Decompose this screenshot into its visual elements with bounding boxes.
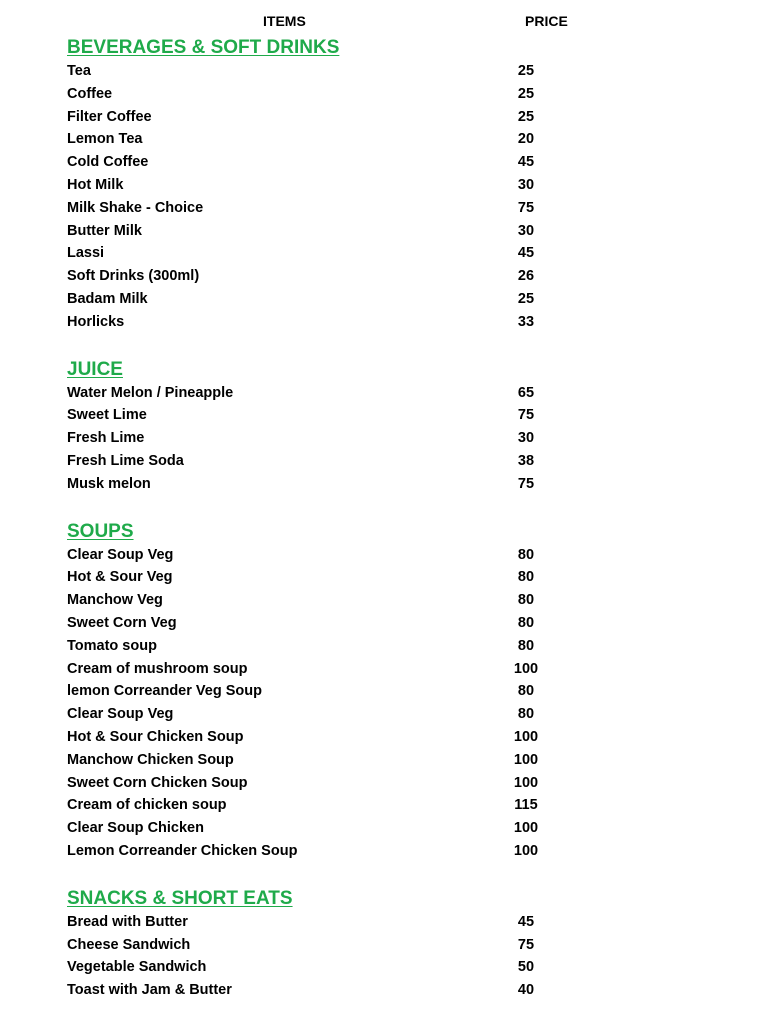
- menu-item-price: 100: [513, 774, 539, 791]
- menu-item-row: [67, 83, 707, 106]
- menu-item-name: Bread with Butter: [67, 913, 188, 930]
- menu-item-price: 80: [517, 683, 535, 700]
- menu-item-row: [67, 242, 707, 265]
- menu-item-price: 80: [517, 546, 535, 563]
- menu-item-row: [67, 197, 707, 220]
- menu-item-name: Lemon Tea: [67, 131, 143, 148]
- menu-item-price: 40: [517, 982, 535, 999]
- menu-item-name: Milk Shake - Choice: [67, 199, 204, 216]
- menu-item-row: [67, 726, 707, 749]
- menu-item-price: 75: [517, 475, 535, 492]
- menu-item-price: 100: [513, 820, 539, 837]
- menu-item-price: 30: [517, 430, 535, 447]
- menu-item-row: [67, 911, 707, 934]
- menu-item-name: Cold Coffee: [67, 154, 149, 171]
- menu-list: [67, 36, 707, 1026]
- menu-item-price: 25: [517, 85, 535, 102]
- menu-item-name: Sweet Lime: [67, 407, 147, 424]
- menu-item-name: Soft Drinks (300ml): [67, 268, 200, 285]
- menu-item-name: Filter Coffee: [67, 108, 152, 125]
- menu-item-row: [67, 220, 707, 243]
- menu-item-row: [67, 794, 707, 817]
- menu-item-price: 26: [517, 268, 535, 285]
- section-beverages-soft-drinks: [67, 36, 707, 334]
- menu-item-price: 100: [513, 751, 539, 768]
- menu-item-name: Butter Milk: [67, 222, 142, 239]
- items-column-header: ITEMS: [263, 13, 306, 29]
- menu-item-name: Tomato soup: [67, 637, 157, 654]
- menu-item-price: 75: [517, 407, 535, 424]
- menu-item-price: 25: [517, 63, 535, 79]
- menu-item-name: Clear Soup Veg: [67, 546, 174, 563]
- section-title: SOUPS: [67, 520, 134, 542]
- menu-item-row: [67, 749, 707, 772]
- menu-item-name: Tea: [67, 63, 91, 79]
- menu-item-price: 33: [517, 313, 535, 330]
- menu-item-name: Lemon Correander Chicken Soup: [67, 842, 298, 859]
- menu-item-row: [67, 772, 707, 795]
- menu-item-price: 100: [513, 660, 539, 677]
- menu-item-price: 45: [517, 913, 535, 930]
- menu-item-row: [67, 174, 707, 197]
- menu-item-row: [67, 589, 707, 612]
- column-header-row: [0, 13, 768, 31]
- menu-item-price: 25: [517, 290, 535, 307]
- menu-item-price: 30: [517, 176, 535, 193]
- section-title: SNACKS & SHORT EATS: [67, 887, 293, 909]
- menu-item-row: [67, 566, 707, 589]
- menu-item-price: 45: [517, 245, 535, 262]
- menu-item-name: Horlicks: [67, 313, 125, 330]
- section-title: BEVERAGES & SOFT DRINKS: [67, 37, 340, 58]
- menu-item-price: 80: [517, 569, 535, 586]
- menu-item-name: Musk melon: [67, 475, 151, 492]
- menu-item-row: [67, 658, 707, 681]
- menu-item-row: [67, 265, 707, 288]
- section-juice: [67, 358, 707, 496]
- menu-item-row: [67, 106, 707, 129]
- menu-item-row: [67, 635, 707, 658]
- menu-item-name: Coffee: [67, 85, 113, 102]
- menu-item-name: Hot Milk: [67, 176, 124, 193]
- section-soups: [67, 520, 707, 863]
- menu-item-row: [67, 680, 707, 703]
- menu-item-price: 45: [517, 154, 535, 171]
- menu-item-name: Hot & Sour Veg: [67, 569, 173, 586]
- section-title: JUICE: [67, 358, 123, 380]
- menu-item-price: 80: [517, 592, 535, 609]
- menu-item-name: lemon Correander Veg Soup: [67, 683, 262, 700]
- menu-item-name: Clear Soup Chicken: [67, 820, 204, 837]
- menu-item-name: Fresh Lime: [67, 430, 145, 447]
- menu-item-price: 115: [514, 797, 538, 814]
- menu-item-price: 65: [517, 384, 535, 401]
- menu-item-name: Water Melon / Pineapple: [67, 384, 234, 401]
- menu-item-row: [67, 703, 707, 726]
- menu-item-name: Fresh Lime Soda: [67, 452, 184, 469]
- menu-item-name: Vegetable Sandwich: [67, 959, 207, 976]
- menu-item-price: 20: [517, 131, 535, 148]
- menu-item-name: Badam Milk: [67, 290, 148, 307]
- menu-item-row: [67, 473, 707, 496]
- menu-item-row: [67, 817, 707, 840]
- menu-item-name: Cream of chicken soup: [67, 797, 227, 814]
- menu-item-name: Manchow Veg: [67, 592, 163, 609]
- menu-item-price: 80: [517, 706, 535, 723]
- menu-item-price: 80: [517, 637, 535, 654]
- menu-item-row: [67, 288, 707, 311]
- menu-item-row: [67, 956, 707, 979]
- menu-item-price: 25: [517, 108, 535, 125]
- menu-item-price: 75: [517, 936, 535, 953]
- menu-item-name: Sweet Corn Veg: [67, 614, 177, 631]
- menu-item-row: [67, 544, 707, 567]
- price-column-header: PRICE: [525, 13, 568, 29]
- menu-item-row: [67, 311, 707, 334]
- menu-item-row: [67, 128, 707, 151]
- menu-item-name: Cream of mushroom soup: [67, 660, 248, 677]
- menu-item-row: [67, 979, 707, 1002]
- menu-item-row: [67, 840, 707, 863]
- section-snacks-short-eats: [67, 887, 707, 1002]
- menu-item-price: 50: [517, 959, 535, 976]
- menu-item-row: [67, 60, 707, 83]
- menu-item-name: Cheese Sandwich: [67, 936, 191, 953]
- menu-item-name: Lassi: [67, 245, 105, 262]
- menu-item-name: Clear Soup Veg: [67, 706, 174, 723]
- menu-item-price: 100: [513, 842, 539, 859]
- menu-item-row: [67, 934, 707, 957]
- menu-item-row: [67, 382, 707, 405]
- menu-item-price: 75: [517, 199, 535, 216]
- menu-item-name: Toast with Jam & Butter: [67, 982, 232, 999]
- menu-item-name: Manchow Chicken Soup: [67, 751, 234, 768]
- menu-item-row: [67, 427, 707, 450]
- menu-item-name: Hot & Sour Chicken Soup: [67, 728, 244, 745]
- menu-item-row: [67, 612, 707, 635]
- menu-item-row: [67, 450, 707, 473]
- menu-item-price: 100: [513, 728, 539, 745]
- menu-item-price: 30: [517, 222, 535, 239]
- menu-item-price: 38: [517, 452, 535, 469]
- menu-item-row: [67, 404, 707, 427]
- menu-item-name: Sweet Corn Chicken Soup: [67, 774, 248, 791]
- menu-item-price: 80: [517, 614, 535, 631]
- menu-item-row: [67, 151, 707, 174]
